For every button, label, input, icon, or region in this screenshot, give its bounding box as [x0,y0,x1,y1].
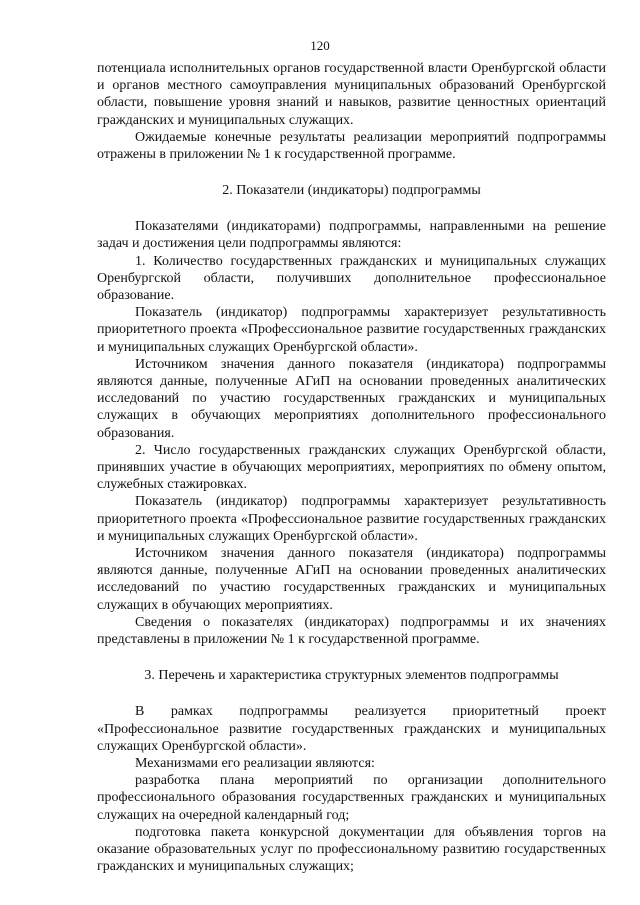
paragraph: Показателями (индикаторами) подпрограммы, направленными на решение задач и достижения цели подпрограммы являются: [97,219,606,252]
paragraph: Источником значения данного показателя (индикатора) подпрограммы являются данные, полученные АГиП на основании проведенных аналитических исследований по участию государственных гражданских и муниципальных служащих в обучающих мероприятиях. [97,546,606,613]
paragraph: потенциала исполнительных органов государственной власти Оренбургской области и органов местного самоуправления муниципальных образований Оренбургской области, повышение уровня знаний и навыков, развитие ценностных ориентаций гражданских и муниципальных служащих. [97,61,606,128]
section-heading: 3. Перечень и характеристика структурных элементов подпрограммы [144,668,559,684]
document-body [97,60,606,875]
paragraph: Ожидаемые конечные результаты реализации мероприятий подпрограммы отражены в приложении № 1 к государственной программе. [97,129,606,163]
paragraph: Сведения о показателях (индикаторах) подпрограммы и их значениях представлены в приложении № 1 к государственной программе. [97,614,606,648]
paragraph: 2. Число государственных гражданских служащих Оренбургской области, принявших участие в обучающих мероприятиях, мероприятиях по обмену опытом, служебных стажировках. [97,442,606,493]
section-heading: 2. Показатели (индикаторы) подпрограммы [222,183,481,199]
paragraph: Показатель (индикатор) подпрограммы характеризует результативность приоритетного проекта «Профессиональное развитие государственных гражданских и муниципальных служащих Оренбургской области». [97,494,606,544]
paragraph: Источником значения данного показателя (индикатора) подпрограммы являются данные, полученные АГиП на основании проведенных аналитических исследований по участию государственных гражданских и муниципальных служащих в обучающих мероприятиях дополнительного профессионального образования. [97,356,606,441]
paragraph: Показатель (индикатор) подпрограммы характеризует результативность приоритетного проекта «Профессиональное развитие государственных гражданских и муниципальных служащих Оренбургской области». [97,305,606,355]
paragraph: подготовка пакета конкурсной документации для объявления торгов на оказание образовательных услуг по профессиональному развитию государственных гражданских и муниципальных служащих; [97,824,606,875]
paragraph: разработка плана мероприятий по организации дополнительного профессионального образования государственных гражданских и муниципальных служащих на очередной календарный год; [97,773,606,823]
paragraph: 1. Количество государственных гражданских и муниципальных служащих Оренбургской области, получивших дополнительное профессиональное образование. [97,253,606,304]
paragraph: Механизмами его реализации являются: [135,755,375,771]
page-number: 120 [310,38,330,53]
paragraph: В рамках подпрограммы реализуется приоритетный проект «Профессиональное развитие государственных гражданских и муниципальных служащих Оренбургской области». [97,704,606,754]
